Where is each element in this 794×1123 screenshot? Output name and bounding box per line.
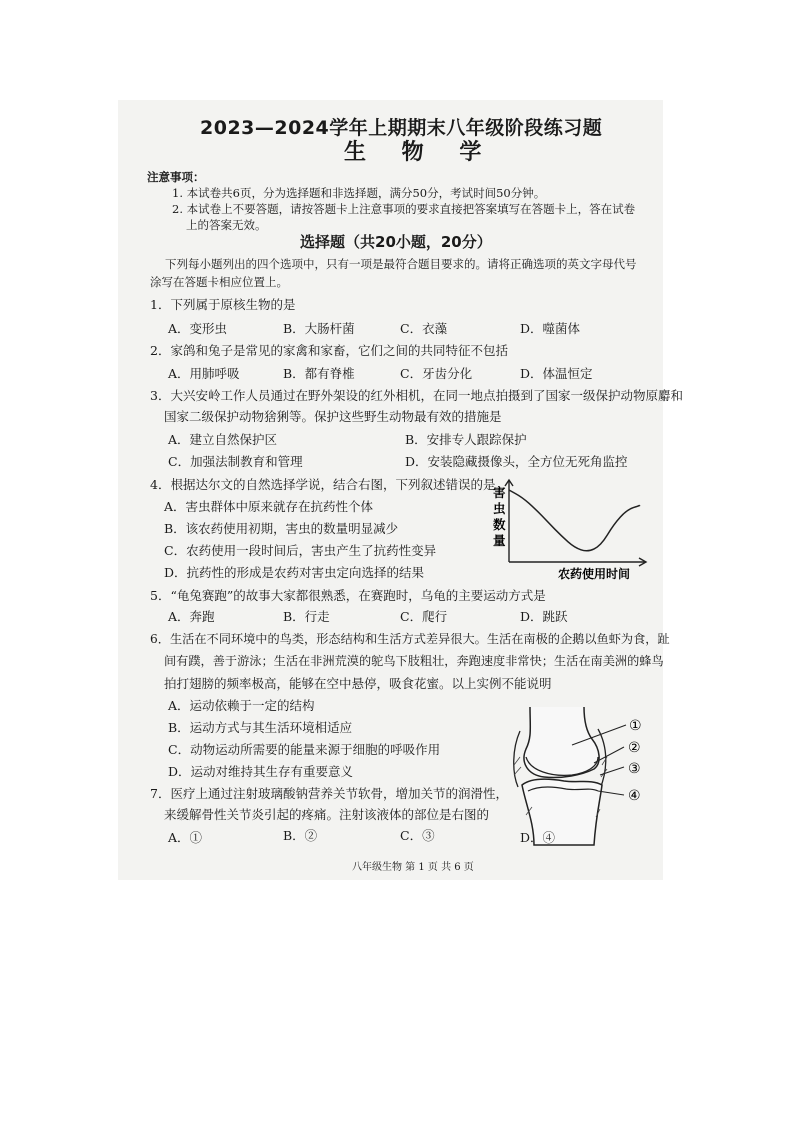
pest-quantity-series-line <box>509 490 640 551</box>
exam-title: 2023—2024学年上期期末八年级阶段练习题 <box>200 117 603 139</box>
q7-option-b: B．② <box>283 828 318 843</box>
notes-heading: 注意事项： <box>147 170 205 184</box>
bone-head <box>524 707 599 778</box>
chart-y-label <box>493 485 506 548</box>
q4-option-c: C．农药使用一段时间后，害虫产生了抗药性变异 <box>164 543 437 558</box>
joint-label-1: ① <box>629 718 642 734</box>
subject-title: 生 物 学 <box>344 140 496 165</box>
q1-option-c: C．衣藻 <box>400 321 448 336</box>
q7-option-a: A．① <box>168 830 203 845</box>
joint-label-4: ④ <box>628 788 641 804</box>
q2-option-c: C．牙齿分化 <box>400 366 473 381</box>
q4-option-a: A．害虫群体中原来就存在抗药性个体 <box>164 499 374 514</box>
section-instruction-line-2: 涂写在答题卡相应位置上。 <box>150 275 288 289</box>
q6-option-b: B．运动方式与其生活环境相适应 <box>168 720 353 735</box>
q5-option-d: D．跳跃 <box>520 609 568 624</box>
q3-option-a: A．建立自然保护区 <box>168 432 278 447</box>
q6-option-c: C．动物运动所需要的能量来源于细胞的呼吸作用 <box>168 742 441 757</box>
q1-stem: 1．下列属于原核生物的是 <box>150 297 296 312</box>
note-item-2-line-2: 上的答案无效。 <box>186 218 267 232</box>
q5-option-a: A．奔跑 <box>168 609 215 624</box>
page-footer: 八年级生物 第 1 页 共 6 页 <box>352 862 474 873</box>
q3-stem-line-2: 国家二级保护动物猞猁等。保护这些野生动物最有效的措施是 <box>164 409 502 424</box>
q1-option-b: B．大肠杆菌 <box>283 321 355 336</box>
chart-x-label: 农药使用时间 <box>558 567 631 581</box>
q5-option-c: C．爬行 <box>400 609 448 624</box>
q1-option-a: A．变形虫 <box>168 321 228 336</box>
q6-option-d: D．运动对维持其生存有重要意义 <box>168 764 354 779</box>
q2-option-d: D．体温恒定 <box>520 366 593 381</box>
leader-line-3 <box>600 767 624 775</box>
q7-option-d: D．④ <box>520 830 556 845</box>
q2-option-b: B．都有脊椎 <box>283 366 355 381</box>
q4-option-b: B．该农药使用初期，害虫的数量明显减少 <box>164 521 399 536</box>
q2-option-a: A．用肺呼吸 <box>168 366 240 381</box>
q2-stem: 2．家鸽和兔子是常见的家禽和家畜，它们之间的共同特征不包括 <box>150 343 508 358</box>
leader-line-4 <box>598 791 624 795</box>
note-item-1: 1. 本试卷共6页，分为选择题和非选择题，满分50分，考试时间50分钟。 <box>172 186 546 200</box>
section-instruction-line-1: 下列每小题列出的四个选项中，只有一项是最符合题目要求的。请将正确选项的英文字母代号 <box>165 257 637 271</box>
chart-y-label-char: 虫 <box>493 501 506 516</box>
q3-option-c: C．加强法制教育和管理 <box>168 454 303 469</box>
joint-capsule <box>514 731 520 787</box>
q3-stem-line-1: 3．大兴安岭工作人员通过在野外架设的红外相机，在同一地点拍摄到了国家一级保护动物原麝和 <box>150 388 683 403</box>
pest-quantity-chart <box>480 475 655 585</box>
joint-structure-diagram <box>512 705 650 847</box>
q3-option-b: B．安排专人跟踪保护 <box>405 432 527 447</box>
joint-label-2: ② <box>628 740 641 756</box>
note-item-2-line-1: 2. 本试卷上不要答题，请按答题卡上注意事项的要求直接把答案填写在答题卡上，答在试卷 <box>172 202 636 216</box>
q4-option-d: D．抗药性的形成是农药对害虫定向选择的结果 <box>164 565 425 580</box>
q6-stem-line-1: 6．生活在不同环境中的鸟类，形态结构和生活方式差异很大。生活在南极的企鹅以鱼虾为食，趾 <box>150 632 670 646</box>
chart-y-label-char: 量 <box>493 533 506 548</box>
q7-stem-line-1: 7．医疗上通过注射玻璃酸钠营养关节软骨，增加关节的润滑性， <box>150 786 508 801</box>
chart-y-label-char: 害 <box>493 485 506 500</box>
q6-option-a: A．运动依赖于一定的结构 <box>168 698 315 713</box>
q7-option-c: C．③ <box>400 828 435 843</box>
section-title: 选择题（共20小题，20分） <box>300 233 492 251</box>
q7-stem-line-2: 来缓解骨性关节炎引起的疼痛。注射该液体的部位是右图的 <box>164 807 490 822</box>
joint-label-3: ③ <box>628 761 641 777</box>
q5-stem: 5．“龟兔赛跑”的故事大家都很熟悉，在赛跑时，乌龟的主要运动方式是 <box>150 588 546 603</box>
q3-option-d: D．安装隐藏摄像头，全方位无死角监控 <box>405 454 628 469</box>
chart-y-label-char: 数 <box>493 517 506 532</box>
q5-option-b: B．行走 <box>283 609 330 624</box>
q1-option-d: D．噬菌体 <box>520 321 581 336</box>
q4-stem: 4．根据达尔文的自然选择学说，结合右图，下列叙述错误的是 <box>150 477 496 492</box>
q6-stem-line-3: 拍打翅膀的频率极高，能够在空中悬停，吸食花蜜。以上实例不能说明 <box>164 676 552 691</box>
q6-stem-line-2: 间有蹼，善于游泳；生活在非洲荒漠的鸵鸟下肢粗壮，奔跑速度非常快；生活在南美洲的蜂鸟 <box>164 654 664 668</box>
